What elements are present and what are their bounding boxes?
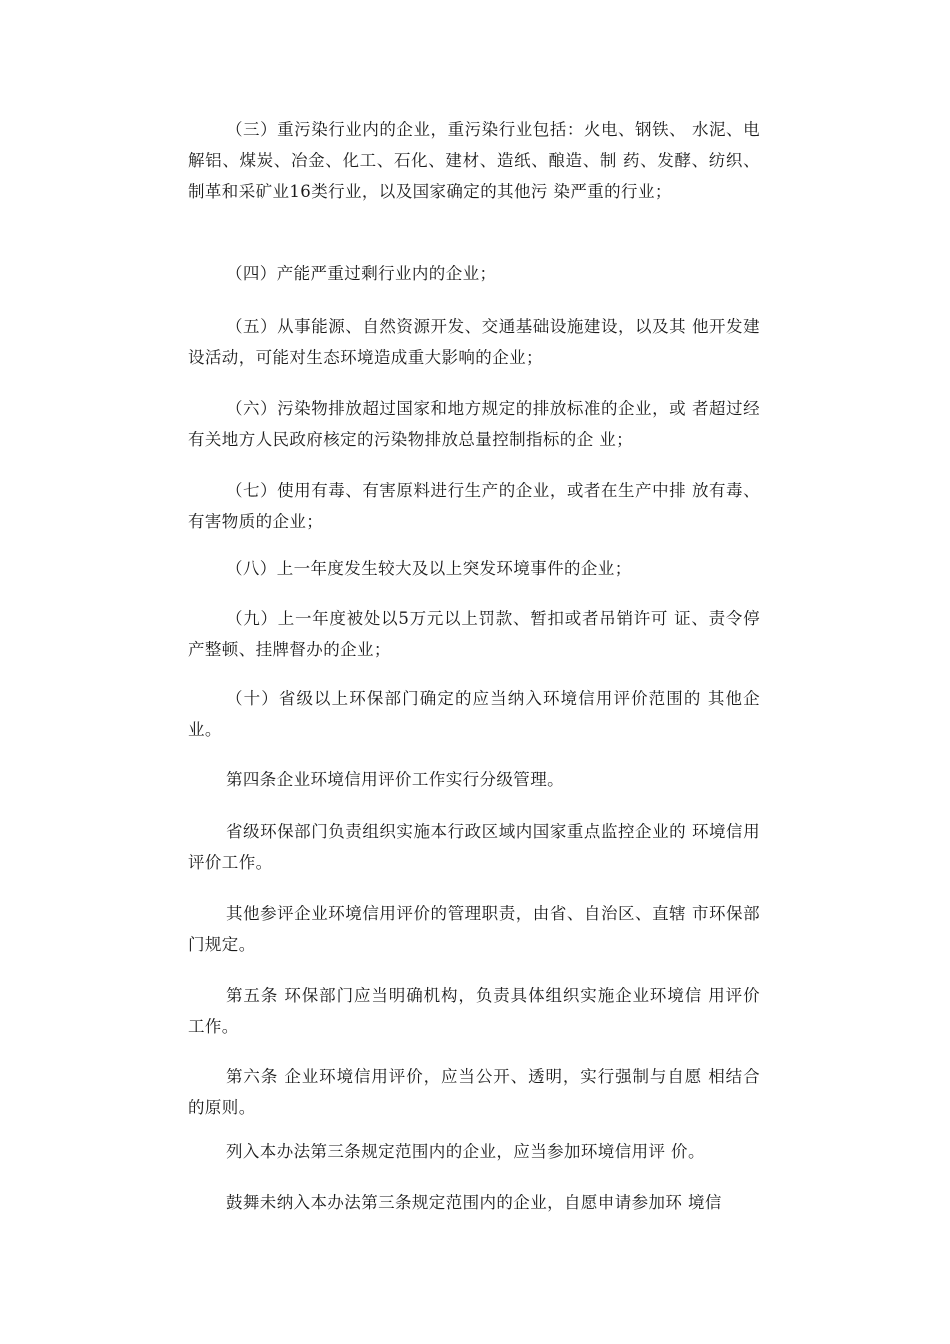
article-4-clause-2: 其他参评企业环境信用评价的管理职责，由省、自治区、直辖 市环保部门规定。 xyxy=(188,904,760,954)
paragraph-item-10: （十）省级以上环保部门确定的应当纳入环境信用评价范围的 其他企业。 xyxy=(188,689,760,739)
paragraph-item-8: （八）上一年度发生较大及以上突发环境事件的企业； xyxy=(226,559,632,578)
article-5: 第五条 环保部门应当明确机构，负责具体组织实施企业环境信 用评价工作。 xyxy=(188,986,760,1036)
article-4-heading: 第四条企业环境信用评价工作实行分级管理。 xyxy=(226,770,564,789)
paragraph-item-5: （五）从事能源、自然资源开发、交通基础设施建设，以及其 他开发建设活动，可能对生态环境造成重大影响的企业； xyxy=(188,317,760,367)
document-page xyxy=(188,0,760,1344)
paragraph-item-4: （四）产能严重过剩行业内的企业； xyxy=(226,264,497,283)
article-4-clause-1: 省级环保部门负责组织实施本行政区域内国家重点监控企业的 环境信用评价工作。 xyxy=(188,822,760,872)
article-6-clause-1: 列入本办法第三条规定范围内的企业，应当参加环境信用评 价。 xyxy=(226,1142,705,1161)
paragraph-item-3: （三）重污染行业内的企业，重污染行业包括：火电、钢铁、 水泥、电解铝、煤炭、冶金、化工、石化、建材、造纸、酿造、制 药、发酵、纺织、制革和采矿业16类行业，以及国家确定的其他污 染严重的行业； xyxy=(188,120,760,201)
paragraph-item-6: （六）污染物排放超过国家和地方规定的排放标准的企业，或 者超过经有关地方人民政府核定的污染物排放总量控制指标的企 业； xyxy=(188,399,760,449)
article-6-clause-2: 鼓舞未纳入本办法第三条规定范围内的企业，自愿申请参加环 境信 xyxy=(226,1193,722,1212)
article-6: 第六条 企业环境信用评价，应当公开、透明，实行强制与自愿 相结合的原则。 xyxy=(188,1067,760,1117)
paragraph-item-9: （九）上一年度被处以5万元以上罚款、暂扣或者吊销许可 证、责令停产整顿、挂牌督办的企业； xyxy=(188,609,760,659)
paragraph-item-7: （七）使用有毒、有害原料进行生产的企业，或者在生产中排 放有毒、有害物质的企业； xyxy=(188,481,760,531)
